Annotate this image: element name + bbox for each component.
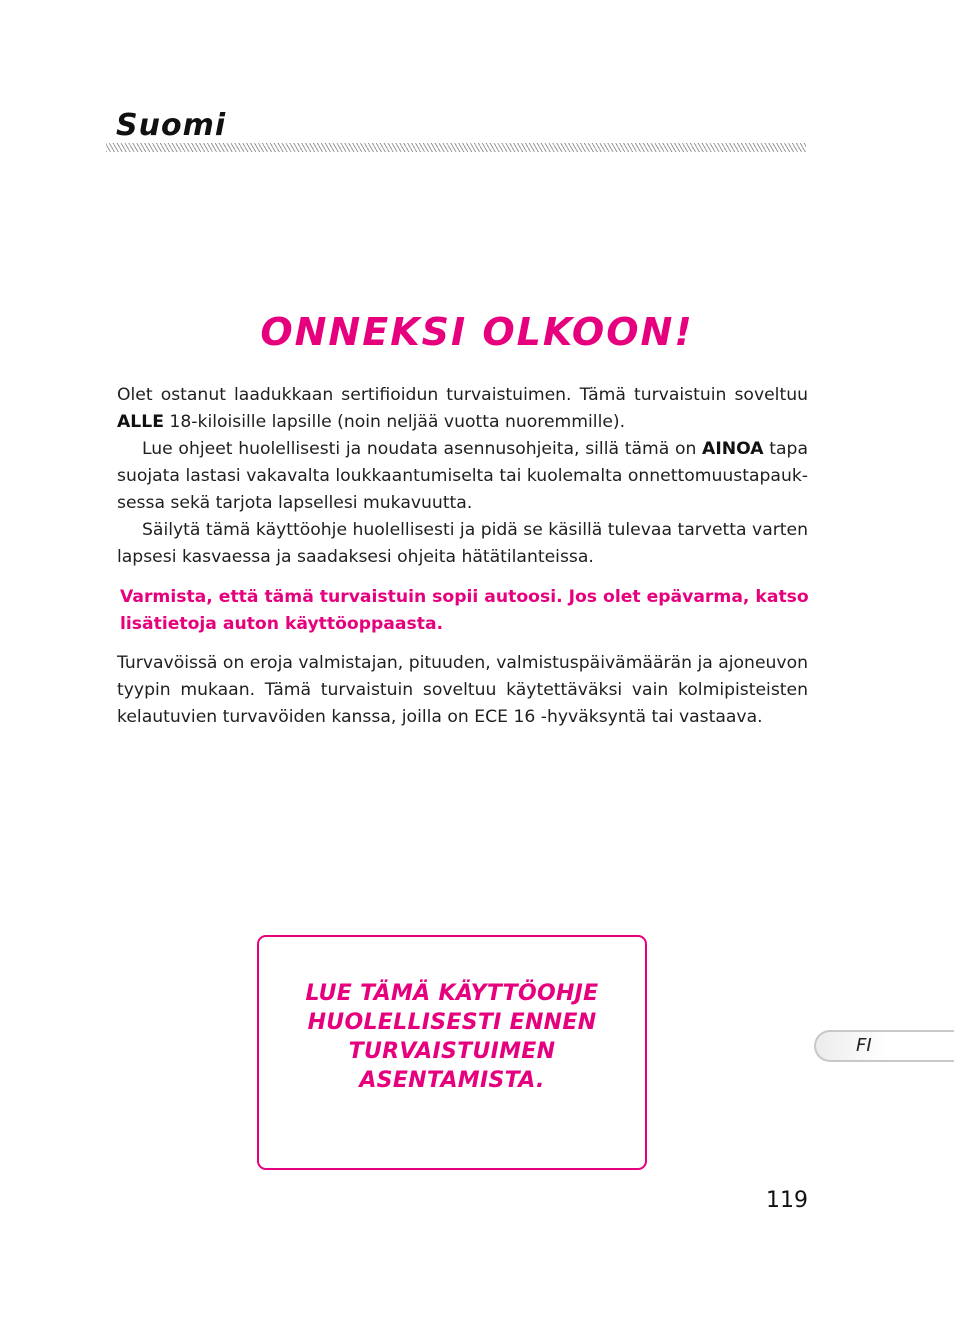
instructions-bold-ainoa: AINOA [702, 439, 764, 459]
intro-text-2: 18-kiloisille lapsille (noin neljää vuotta nuoremmille). [163, 412, 626, 432]
page-title: ONNEKSI OLKOON! [260, 310, 694, 354]
language-tab [814, 1030, 954, 1062]
compatibility-warning: Varmista, että tämä turvaistuin sopii autoosi. Jos olet epävarma, katso lisätietoja auton käyttöoppaasta. [120, 587, 809, 634]
section-title: Suomi [116, 108, 227, 143]
instructions-paragraph [117, 436, 808, 517]
page-number: 119 [766, 1188, 808, 1213]
intro-paragraph [117, 382, 808, 436]
hatched-divider [106, 143, 806, 152]
notice-text: LUE TÄMÄ KÄYTTÖOHJE HUOLELLISESTI ENNEN TURVAISTUIMEN ASENTAMISTA. [305, 981, 599, 1093]
intro-bold-alle: ALLE [117, 412, 164, 432]
storage-paragraph: Säilytä tämä käyttöohje huolellisesti ja pidä se käsillä tulevaa tarvetta varten lapsesi kasvaessa ja saadaksesi ohjeita hätätilanteissa. [117, 520, 808, 567]
intro-text-1: Olet ostanut laadukkaan sertifioidun turvaistuimen. Tämä turvaistuin soveltuu [117, 385, 808, 405]
language-tab-label: FI [856, 1035, 872, 1056]
intro-section [117, 382, 808, 571]
instructions-text-1: Lue ohjeet huolellisesti ja noudata asennusohjeita, sillä tämä on [142, 439, 703, 459]
seatbelt-info-paragraph: Turvavöissä on eroja valmistajan, pituuden, valmistuspäivämäärän ja ajoneuvon tyypin mukaan. Tämä turvaistuin soveltuu käytettäväksi vain kolmipisteisten kelautuvien turvavöiden kanssa, joilla on ECE 16 -hyväksyntä tai vastaava. [117, 653, 808, 727]
instructions-text-2: tapa suojata lastasi vakavalta loukkaantumiselta tai kuolemalta onnettomuustapauksessa sekä tarjota lapsellesi mukavuutta. [117, 439, 808, 513]
notice-box [257, 935, 647, 1170]
